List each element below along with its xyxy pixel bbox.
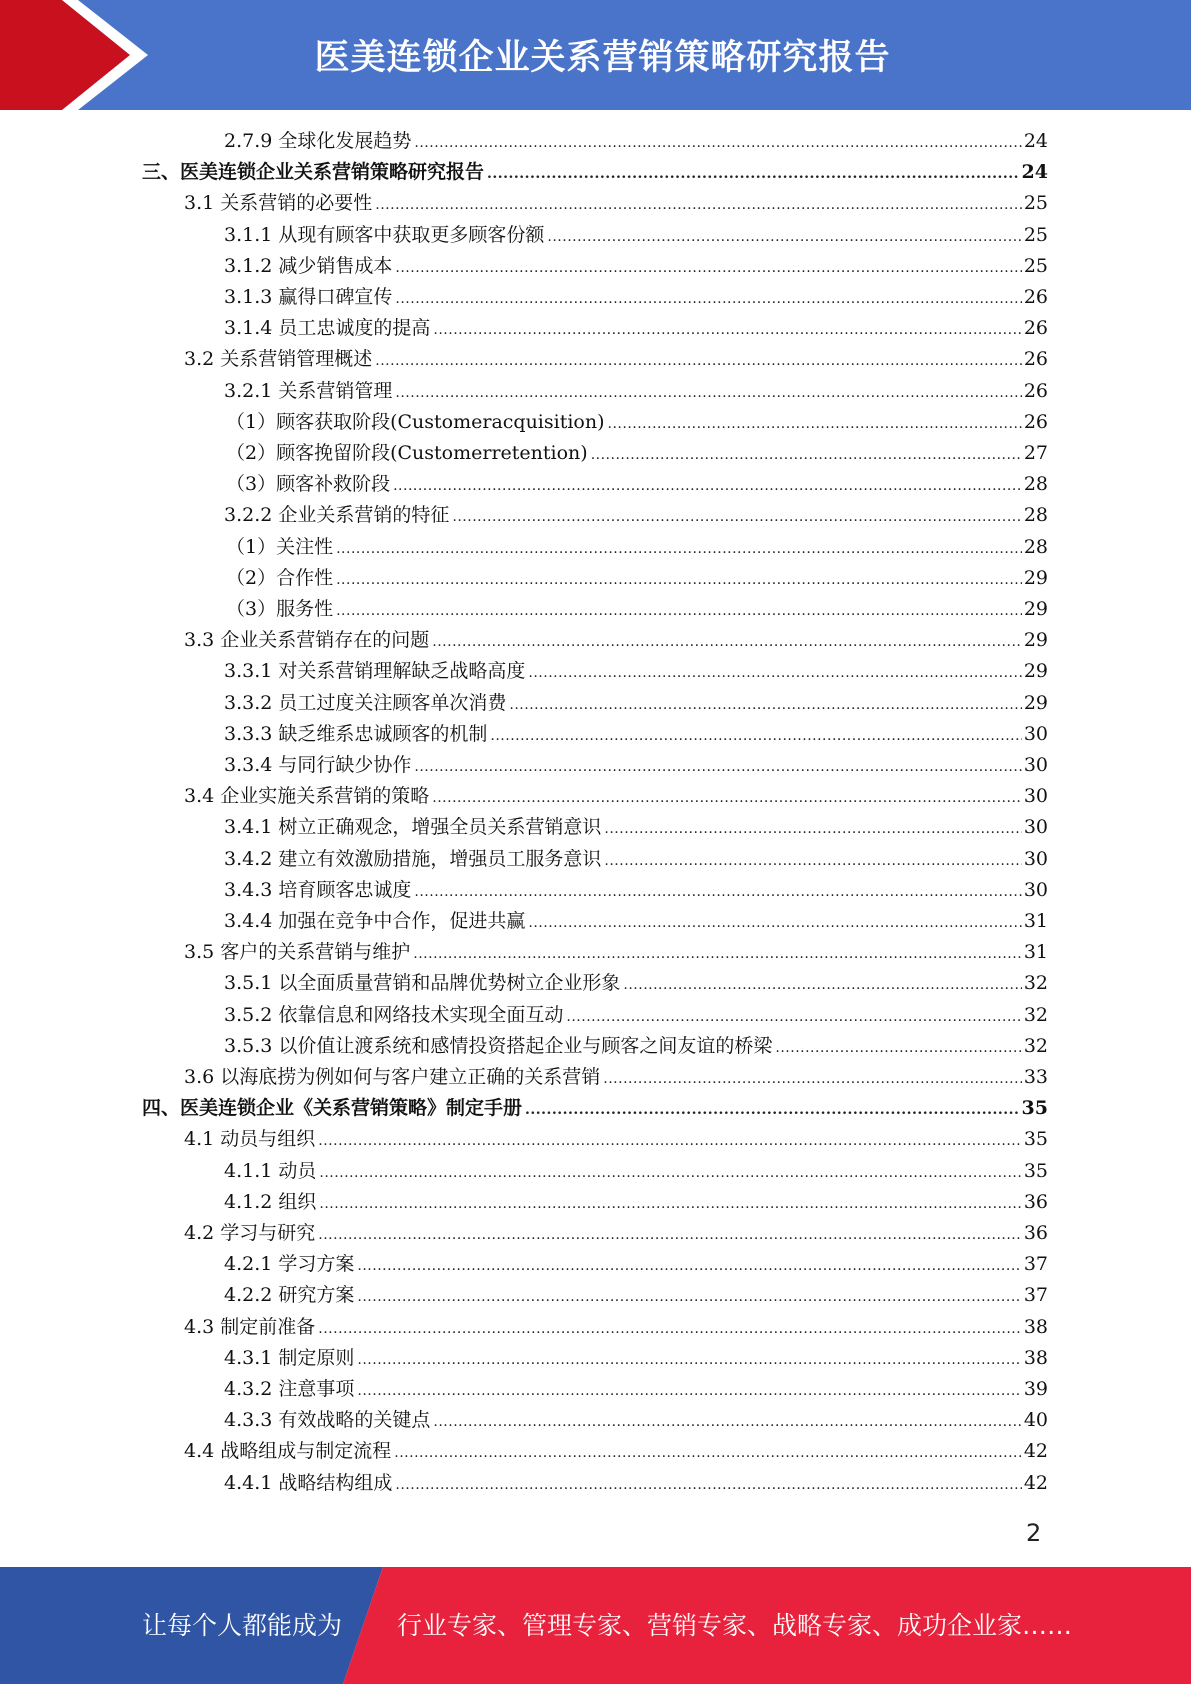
- toc-dot-leader: [604, 814, 1021, 845]
- toc-page-number: 32: [1023, 1003, 1048, 1026]
- toc-entry-title: 4.4.1 战略结构组成: [224, 1471, 393, 1494]
- toc-dot-leader: [608, 409, 1022, 440]
- toc-entry-title: 3.2 关系营销管理概述: [184, 348, 373, 371]
- toc-entry[interactable]: [224, 719, 1048, 750]
- toc-entry[interactable]: [224, 844, 1048, 875]
- toc-dot-leader: [623, 970, 1021, 1001]
- toc-page-number: 31: [1023, 910, 1048, 932]
- toc-entry-title: 3.3.4 与同行缺少协作: [224, 754, 412, 776]
- toc-entry[interactable]: [184, 344, 1048, 375]
- toc-dot-leader: [357, 1282, 1021, 1313]
- toc-dot-leader: [414, 752, 1021, 783]
- toc-entry-title: 3.2.1 关系营销管理: [224, 379, 393, 402]
- toc-dot-leader: [433, 315, 1021, 346]
- toc-entry[interactable]: [224, 1468, 1048, 1499]
- toc-page-number: 28: [1023, 473, 1048, 496]
- toc-page-number: 35: [1023, 1128, 1048, 1151]
- toc-entry[interactable]: [184, 1062, 1048, 1093]
- toc-entry-title: 3.3.2 员工过度关注顾客单次消费: [224, 691, 507, 714]
- footer-slogan: 让每个人都能成为: [142, 1611, 343, 1640]
- toc-dot-leader: [487, 159, 1020, 190]
- toc-page-number: 26: [1023, 286, 1048, 308]
- toc-entry-title: 3.4.2 建立有效激励措施，增强员工服务意识: [224, 847, 602, 870]
- toc-entry[interactable]: [224, 968, 1048, 999]
- toc-dot-leader: [336, 596, 1022, 627]
- toc-entry[interactable]: [224, 1156, 1048, 1187]
- toc-entry-title: 4.2.2 研究方案: [224, 1284, 355, 1307]
- toc-entry-title: （3）顾客补救阶段: [226, 473, 391, 496]
- toc-page-number: 42: [1023, 1471, 1048, 1494]
- toc-page-number: 42: [1023, 1440, 1048, 1463]
- toc-entry-title: 3.5 客户的关系营销与维护: [184, 941, 411, 964]
- toc-dot-leader: [591, 440, 1022, 471]
- toc-entry[interactable]: [224, 1187, 1048, 1218]
- toc-dot-leader: [319, 1189, 1021, 1220]
- toc-page-number: 24: [1021, 161, 1048, 184]
- toc-page-number: 29: [1023, 660, 1048, 683]
- toc-dot-leader: [393, 471, 1022, 502]
- toc-entry-title: （1）顾客获取阶段(Customeracquisition): [226, 410, 605, 433]
- toc-dot-leader: [603, 1064, 1022, 1095]
- toc-entry-title: 4.4 战略组成与制定流程: [184, 1440, 392, 1463]
- toc-entry[interactable]: [184, 1436, 1048, 1467]
- toc-dot-leader: [490, 721, 1021, 752]
- toc-page-number: 30: [1023, 816, 1048, 839]
- toc-page-number: 36: [1023, 1222, 1048, 1244]
- toc-page-number: 25: [1023, 223, 1048, 246]
- toc-entry[interactable]: [224, 251, 1048, 282]
- toc-entry-title: 3.5.3 以价值让渡系统和感情投资搭起企业与顾客之间友谊的桥梁: [224, 1034, 773, 1057]
- toc-entry[interactable]: [224, 875, 1048, 906]
- toc-page-number: 37: [1023, 1284, 1048, 1307]
- toc-dot-leader: [336, 534, 1022, 565]
- toc-page-number: 38: [1023, 1346, 1048, 1369]
- toc-dot-leader: [395, 1470, 1021, 1501]
- toc-dot-leader: [395, 253, 1021, 284]
- toc-page-number: 25: [1023, 254, 1048, 277]
- document-title: 医美连锁企业关系营销策略研究报告: [314, 38, 891, 78]
- toc-entry[interactable]: [224, 1280, 1048, 1311]
- toc-chapter-entry[interactable]: [142, 157, 1048, 188]
- toc-page-number: 35: [1023, 1159, 1048, 1182]
- toc-page-number: 28: [1023, 535, 1048, 558]
- toc-entry-title: 3.1 关系营销的必要性: [184, 192, 373, 215]
- toc-entry[interactable]: [184, 1312, 1048, 1343]
- toc-dot-leader: [318, 1314, 1022, 1345]
- toc-dot-leader: [604, 846, 1021, 877]
- toc-dot-leader: [509, 690, 1021, 721]
- toc-entry-title: 4.3 制定前准备: [184, 1315, 316, 1338]
- toc-page-number: 28: [1023, 504, 1048, 527]
- toc-entry-title: 三、医美连锁企业关系营销策略研究报告: [142, 161, 485, 184]
- toc-entry[interactable]: [224, 750, 1048, 781]
- toc-dot-leader: [318, 1220, 1022, 1251]
- toc-entry-title: 4.2 学习与研究: [184, 1222, 316, 1244]
- toc-entry[interactable]: [224, 812, 1048, 843]
- toc-entry-title: 4.3.1 制定原则: [224, 1346, 355, 1369]
- toc-entry-title: 3.5.2 依靠信息和网络技术实现全面互动: [224, 1003, 564, 1026]
- toc-page-number: 32: [1023, 972, 1048, 995]
- toc-entry-title: 3.3.1 对关系营销理解缺乏战略高度: [224, 660, 526, 683]
- toc-page-number: 30: [1023, 878, 1048, 901]
- toc-dot-leader: [528, 658, 1021, 689]
- toc-entry-title: （2）合作性: [226, 566, 334, 589]
- toc-dot-leader: [413, 939, 1022, 970]
- toc-page-number: 26: [1023, 379, 1048, 402]
- toc-dot-leader: [375, 190, 1022, 221]
- toc-page-number: 36: [1023, 1190, 1048, 1213]
- toc-page-number: 29: [1023, 566, 1048, 589]
- toc-entry[interactable]: [224, 220, 1048, 251]
- toc-entry-title: 4.3.3 有效战略的关键点: [224, 1409, 431, 1432]
- toc-entry-title: 3.1.2 减少销售成本: [224, 254, 393, 277]
- toc-entry-title: 3.4.1 树立正确观念，增强全员关系营销意识: [224, 816, 602, 839]
- toc-page-number: 30: [1023, 722, 1048, 745]
- toc-dot-leader: [525, 1095, 1020, 1126]
- toc-entry-title: 3.2.2 企业关系营销的特征: [224, 504, 450, 527]
- toc-chapter-entry[interactable]: [142, 1093, 1048, 1124]
- toc-entry[interactable]: [224, 906, 1048, 937]
- toc-entry[interactable]: [224, 688, 1048, 719]
- toc-page-number: 32: [1023, 1034, 1048, 1057]
- toc-entry[interactable]: [226, 563, 1048, 594]
- toc-page-number: 27: [1023, 442, 1048, 464]
- toc-entry[interactable]: [224, 1374, 1048, 1405]
- toc-page-number: 26: [1023, 410, 1048, 433]
- toc-entry-title: （3）服务性: [226, 598, 334, 620]
- toc-entry[interactable]: [184, 625, 1048, 656]
- toc-page-number: 24: [1023, 130, 1048, 152]
- toc-entry-title: 3.6 以海底捞为例如何与客户建立正确的关系营销: [184, 1066, 601, 1088]
- toc-dot-leader: [319, 1158, 1021, 1189]
- toc-dot-leader: [432, 627, 1022, 658]
- toc-entry-title: 3.4.4 加强在竞争中合作，促进共赢: [224, 910, 526, 932]
- toc-entry-title: 四、医美连锁企业《关系营销策略》制定手册: [142, 1097, 523, 1120]
- toc-page-number: 37: [1023, 1253, 1048, 1276]
- toc-entry-title: 3.3.3 缺乏维系忠诚顾客的机制: [224, 722, 488, 745]
- toc-dot-leader: [452, 502, 1021, 533]
- toc-page-number: 31: [1023, 941, 1048, 964]
- toc-dot-leader: [414, 877, 1021, 908]
- toc-dot-leader: [357, 1345, 1021, 1376]
- toc-entry-title: 4.1.2 组织: [224, 1190, 317, 1213]
- toc-entry[interactable]: [224, 282, 1048, 313]
- toc-page-number: 25: [1023, 192, 1048, 215]
- toc-entry[interactable]: [226, 532, 1048, 563]
- toc-entry[interactable]: [224, 1405, 1048, 1436]
- toc-entry-title: 3.5.1 以全面质量营销和品牌优势树立企业形象: [224, 972, 621, 995]
- toc-entry[interactable]: [224, 500, 1048, 531]
- toc-page-number: 30: [1023, 847, 1048, 870]
- toc-entry-title: （1）关注性: [226, 535, 334, 558]
- toc-page-number: 35: [1021, 1097, 1048, 1120]
- toc-entry-title: 3.4 企业实施关系营销的策略: [184, 785, 430, 808]
- toc-dot-leader: [528, 908, 1021, 939]
- toc-entry[interactable]: [184, 781, 1048, 812]
- page-header: [0, 0, 1191, 110]
- toc-entry[interactable]: [224, 313, 1048, 344]
- page-number: 2: [1026, 1519, 1042, 1547]
- toc-entry-title: 4.2.1 学习方案: [224, 1253, 355, 1276]
- footer-tagline: 行业专家、管理专家、营销专家、战略专家、成功企业家……: [397, 1611, 1073, 1640]
- toc-page-number: 26: [1023, 317, 1048, 340]
- toc-dot-leader: [566, 1002, 1021, 1033]
- toc-entry[interactable]: [226, 438, 1048, 469]
- toc-dot-leader: [394, 1438, 1022, 1469]
- toc-entry-title: （2）顾客挽留阶段(Customerretention): [226, 442, 588, 464]
- toc-dot-leader: [414, 128, 1021, 159]
- toc-entry[interactable]: [224, 656, 1048, 687]
- toc-entry[interactable]: [224, 1249, 1048, 1280]
- toc-entry[interactable]: [184, 1218, 1048, 1249]
- toc-entry[interactable]: [224, 1031, 1048, 1062]
- toc-entry[interactable]: [224, 126, 1048, 157]
- toc-entry-title: 4.1 动员与组织: [184, 1128, 316, 1151]
- toc-page-number: 29: [1023, 691, 1048, 714]
- toc-entry[interactable]: [184, 937, 1048, 968]
- toc-dot-leader: [547, 222, 1021, 253]
- toc-entry-title: 4.1.1 动员: [224, 1159, 317, 1182]
- toc-page-number: 38: [1023, 1315, 1048, 1338]
- toc-entry[interactable]: [224, 1343, 1048, 1374]
- toc-entry-title: 3.1.3 赢得口碑宣传: [224, 286, 393, 308]
- toc-page-number: 40: [1023, 1409, 1048, 1432]
- toc-entry[interactable]: [224, 376, 1048, 407]
- toc-entry[interactable]: [184, 1124, 1048, 1155]
- toc-page-number: 26: [1023, 348, 1048, 371]
- toc-page-number: 30: [1023, 785, 1048, 808]
- toc-dot-leader: [432, 783, 1022, 814]
- toc-entry-title: 3.1.1 从现有顾客中获取更多顾客份额: [224, 223, 545, 246]
- toc-entry[interactable]: [184, 188, 1048, 219]
- toc-page-number: 39: [1023, 1378, 1048, 1400]
- toc-dot-leader: [318, 1126, 1022, 1157]
- toc-entry[interactable]: [226, 469, 1048, 500]
- toc-entry[interactable]: [226, 594, 1048, 625]
- toc-page-number: 30: [1023, 754, 1048, 776]
- toc-dot-leader: [357, 1251, 1021, 1282]
- toc-page-number: 29: [1023, 629, 1048, 652]
- toc-dot-leader: [395, 284, 1021, 315]
- toc-dot-leader: [357, 1376, 1021, 1407]
- toc-entry-title: 3.1.4 员工忠诚度的提高: [224, 317, 431, 340]
- toc-dot-leader: [375, 346, 1022, 377]
- toc-dot-leader: [336, 565, 1022, 596]
- toc-page-number: 29: [1023, 598, 1048, 620]
- page-footer: [0, 1567, 1191, 1684]
- toc-entry-title: 2.7.9 全球化发展趋势: [224, 130, 412, 152]
- toc-entry[interactable]: [226, 407, 1048, 438]
- toc-entry-title: 4.3.2 注意事项: [224, 1378, 355, 1400]
- toc-entry-title: 3.4.3 培育顾客忠诚度: [224, 878, 412, 901]
- toc-page-number: 33: [1023, 1066, 1048, 1088]
- toc-dot-leader: [775, 1033, 1021, 1064]
- toc-dot-leader: [395, 378, 1021, 409]
- toc-dot-leader: [433, 1407, 1021, 1438]
- toc-entry[interactable]: [224, 1000, 1048, 1031]
- toc-entry-title: 3.3 企业关系营销存在的问题: [184, 629, 430, 652]
